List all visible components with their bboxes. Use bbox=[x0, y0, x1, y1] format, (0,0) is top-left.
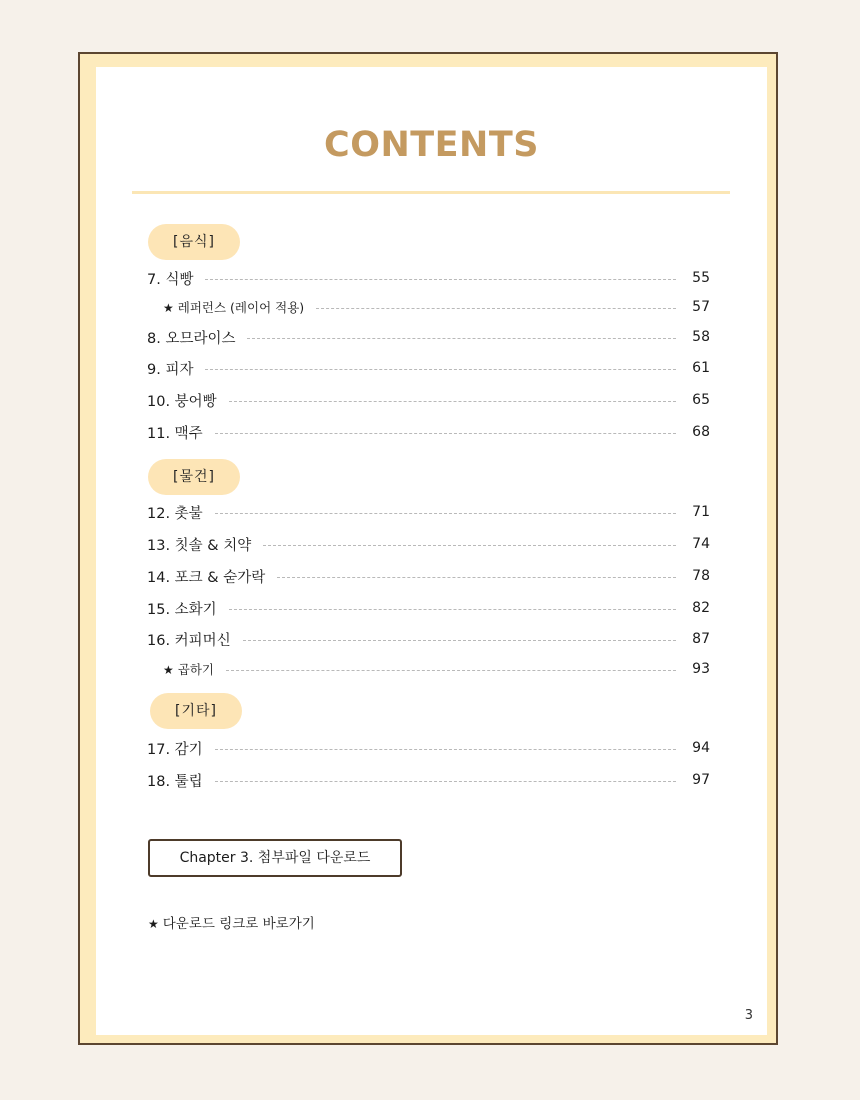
toc-entry[interactable] bbox=[147, 267, 710, 289]
leader-dots bbox=[229, 401, 676, 402]
star-icon: ★ bbox=[148, 917, 159, 931]
toc-entry-label: 12. 촛불 bbox=[147, 505, 203, 522]
section-tag-etc: [기타] bbox=[150, 693, 242, 729]
page-number: 3 bbox=[744, 1008, 753, 1023]
toc-entry-label: 9. 피자 bbox=[147, 361, 194, 378]
toc-entry-page: 94 bbox=[692, 740, 710, 756]
chapter-3-button[interactable]: Chapter 3. 첨부파일 다운로드 bbox=[148, 839, 402, 877]
toc-entry-label: 레퍼런스 (레이어 적용) bbox=[177, 300, 305, 315]
toc-entry[interactable] bbox=[147, 533, 710, 555]
toc-entry[interactable] bbox=[147, 597, 710, 619]
leader-dots bbox=[205, 279, 676, 280]
leader-dots bbox=[215, 513, 676, 514]
leader-dots bbox=[215, 749, 676, 750]
toc-entry-label: 7. 식빵 bbox=[147, 271, 194, 288]
download-link[interactable] bbox=[148, 912, 315, 932]
toc-entry[interactable] bbox=[147, 737, 710, 759]
toc-entry-page: 65 bbox=[692, 392, 710, 408]
toc-entry-page: 93 bbox=[692, 661, 710, 677]
star-icon: ★ bbox=[163, 663, 174, 677]
toc-entry-page: 57 bbox=[692, 299, 710, 315]
title-divider bbox=[132, 191, 730, 194]
toc-entry-label: 곱하기 bbox=[177, 662, 214, 677]
toc-entry-label: 17. 감기 bbox=[147, 741, 203, 758]
page-frame bbox=[78, 52, 778, 1045]
toc-entry[interactable] bbox=[147, 628, 710, 650]
toc-entry-label: 16. 커피머신 bbox=[147, 632, 231, 649]
toc-entry[interactable] bbox=[147, 326, 710, 348]
toc-entry[interactable] bbox=[147, 389, 710, 411]
toc-entry-page: 68 bbox=[692, 424, 710, 440]
leader-dots bbox=[229, 609, 676, 610]
leader-dots bbox=[226, 670, 676, 671]
toc-entry-page: 58 bbox=[692, 329, 710, 345]
section-tag-objects: [물건] bbox=[148, 459, 240, 495]
leader-dots bbox=[316, 308, 676, 309]
toc-entry-page: 55 bbox=[692, 270, 710, 286]
toc-entry-label: 18. 툴립 bbox=[147, 773, 203, 790]
toc-entry-label: 15. 소화기 bbox=[147, 601, 217, 618]
toc-entry-label: 10. 붕어빵 bbox=[147, 393, 217, 410]
page-title: CONTENTS bbox=[324, 125, 539, 165]
toc-entry-page: 78 bbox=[692, 568, 710, 584]
page-sheet bbox=[96, 67, 767, 1035]
leader-dots bbox=[263, 545, 676, 546]
toc-entry-page: 74 bbox=[692, 536, 710, 552]
toc-subentry[interactable] bbox=[147, 296, 710, 318]
leader-dots bbox=[215, 433, 676, 434]
toc-entry-label: 8. 오므라이스 bbox=[147, 330, 236, 347]
toc-entry-label: 11. 맥주 bbox=[147, 425, 203, 442]
toc-entry-page: 82 bbox=[692, 600, 710, 616]
leader-dots bbox=[243, 640, 676, 641]
leader-dots bbox=[247, 338, 676, 339]
toc-entry-page: 87 bbox=[692, 631, 710, 647]
leader-dots bbox=[215, 781, 676, 782]
toc-entry-page: 61 bbox=[692, 360, 710, 376]
toc-subentry[interactable] bbox=[147, 658, 710, 680]
toc-entry[interactable] bbox=[147, 421, 710, 443]
toc-entry-page: 97 bbox=[692, 772, 710, 788]
leader-dots bbox=[277, 577, 676, 578]
download-link-label: 다운로드 링크로 바로가기 bbox=[162, 916, 315, 932]
toc-entry-label: 13. 칫솔 & 치약 bbox=[147, 537, 252, 554]
toc-entry-page: 71 bbox=[692, 504, 710, 520]
toc-entry[interactable] bbox=[147, 501, 710, 523]
toc-entry-label: 14. 포크 & 숟가락 bbox=[147, 569, 266, 586]
toc-entry[interactable] bbox=[147, 565, 710, 587]
star-icon: ★ bbox=[163, 301, 174, 315]
toc-entry[interactable] bbox=[147, 769, 710, 791]
toc-entry[interactable] bbox=[147, 357, 710, 379]
leader-dots bbox=[205, 369, 676, 370]
section-tag-food: [음식] bbox=[148, 224, 240, 260]
